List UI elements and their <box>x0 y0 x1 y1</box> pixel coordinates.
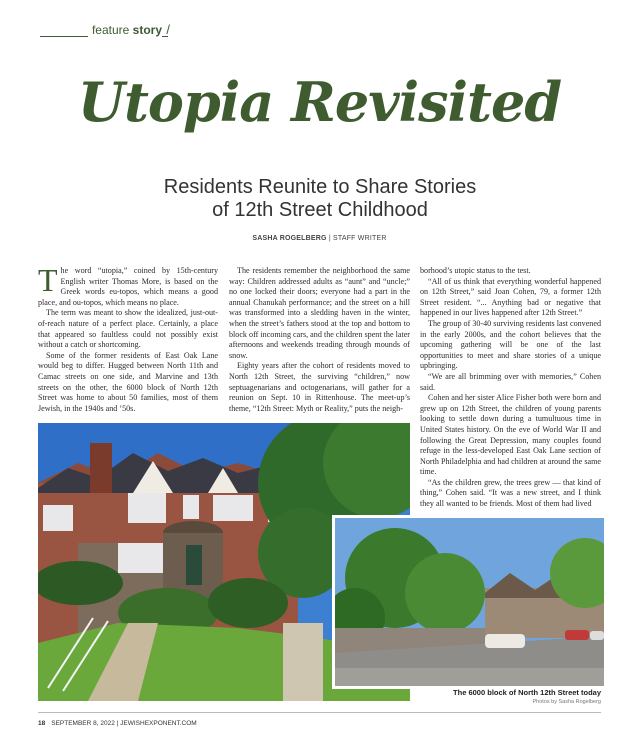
paragraph: borhood’s utopic status to the test. <box>420 266 531 275</box>
footer-divider <box>38 712 601 713</box>
footer-site: JEWISHEXPONENT.COM <box>120 720 197 727</box>
footer-date: SEPTEMBER 8, 2022 <box>51 720 115 727</box>
paragraph: The residents remember the neighborhood the same way: Children addressed adults as “aunt” and “uncle;” no one locked their doors; everyone had a part in the annual Chanukah performance; and the street on a hill was transformed into a sledding haven in the winter, when the street’s fathers stood at the top and bottom to block off incoming cars, and the children spent the later afternoons and weekends treading through mounds of snow. <box>229 266 410 360</box>
paragraph: “We are all brimming over with memories,” Cohen said. <box>420 371 601 392</box>
paragraph: The group of 30-40 surviving residents last convened in the early 2000s, and the cohort believes that the upcoming gathering will be one of the last opportunities to meet and share stories of a unique upbringing. <box>420 318 601 371</box>
photo-caption: The 6000 block of North 12th Street today <box>453 688 601 697</box>
byline <box>0 235 639 242</box>
paragraph: The term was meant to show the idealized, just-out-of-reach nature of a perfect place. Certainly, a place that appeared so faultless could not possibly exist without a catch or shortcoming. <box>38 308 218 350</box>
article-column-1 <box>38 262 218 414</box>
section-label <box>40 22 170 42</box>
article-column-2 <box>229 266 410 414</box>
article-column-3 <box>420 266 601 510</box>
street-photo <box>332 515 607 689</box>
byline-author: SASHA ROGELBERG <box>252 235 327 242</box>
page-number: 18 <box>38 720 46 727</box>
photo-credit: Photos by Sasha Rogelberg <box>532 699 601 705</box>
paragraph: Cohen and her sister Alice Fisher both were born and grew up on 12th Street, the children of young parents looking to settle down during a tumultuous time in United States history. On the eve of World War II and following the Great Depression, many couples found refuge in the less-developed East Oak Lane section of North Philadelphia and had children at around the same time. <box>420 393 601 477</box>
headline: Utopia Revisited <box>77 70 562 134</box>
drop-cap: T <box>38 262 58 298</box>
footer-separator: | <box>116 720 119 727</box>
page-footer <box>38 720 338 727</box>
paragraph: Eighty years after the cohort of residents moved to North 12th Street, the surviving “children,” now septuagenarians and octogenarians, will gather for a reunion on Sept. 10 in Rittenhouse. The meet-up’s theme, “12th Street: Myth or Reality,” puts the neigh- <box>229 361 410 413</box>
paragraph: “As the children grew, the trees grew — that kind of thing,” Cohen said. “It was a new street, and I think they all wanted to be friends. Most of them had lived <box>420 477 601 509</box>
subhead-line-1: Residents Reunite to Share Stories <box>163 176 477 198</box>
section-label-text: feature story <box>88 23 162 37</box>
paragraph: The word “utopia,” coined by 15th-century English writer Thomas More, is based on the Greek words eu-topos, which means a good place, and ou-topos, which means no place. <box>38 262 218 307</box>
byline-separator: | <box>326 235 333 242</box>
paragraph: Some of the former residents of East Oak Lane would beg to differ. Hugged between North 11th and Camac streets on one side, and Marvine and 13th streets on the other, the 6000 block of North 12th Street was home to about 50 families, most of them Jewish, in the 1940s and ’50s. <box>38 350 218 413</box>
paragraph: “All of us think that everything wonderful happened on 12th Street,” said Joan Cohen, 79, a former 12th Street resident. “... Anything bad or negative that happened in our lives happened after 12th Street.” <box>420 276 601 318</box>
section-label-slash: / <box>166 22 170 37</box>
subhead-line-2: of 12th Street Childhood <box>212 199 428 221</box>
subheadline <box>60 176 580 222</box>
byline-role: STAFF WRITER <box>333 235 387 242</box>
